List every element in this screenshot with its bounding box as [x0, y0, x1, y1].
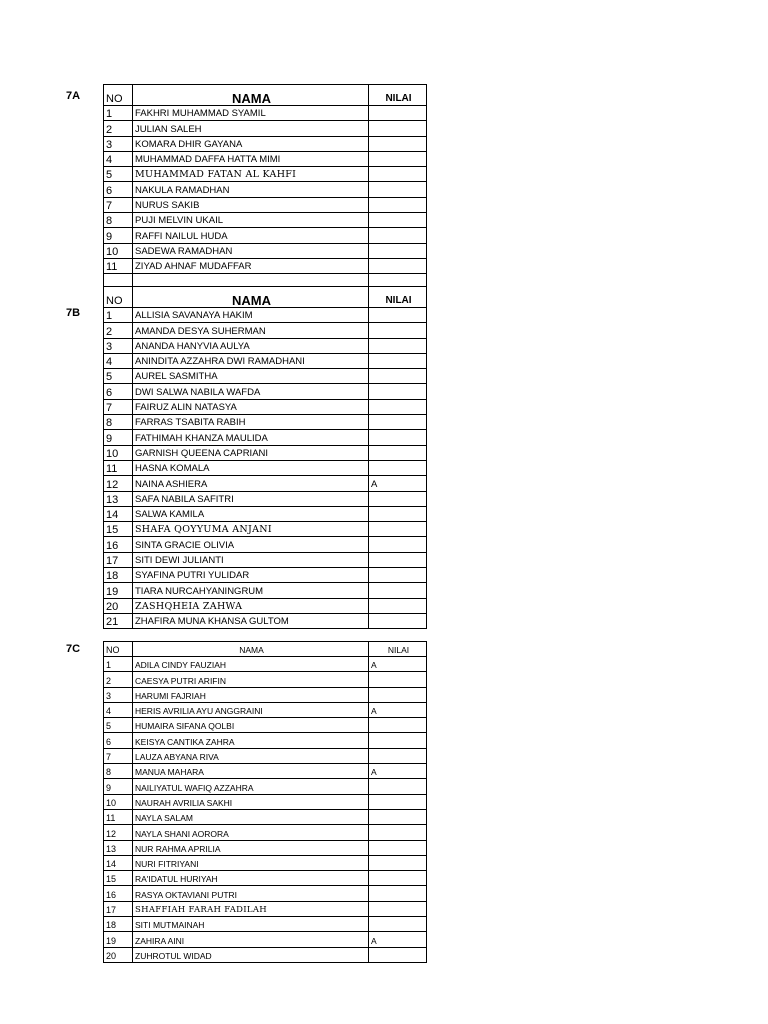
- student-nilai: [369, 228, 427, 243]
- student-no: 3: [104, 338, 133, 353]
- table-row: [104, 384, 427, 399]
- student-no: 10: [104, 243, 133, 258]
- student-name: RASYA OKTAVIANI PUTRI: [133, 886, 369, 901]
- student-no: 14: [104, 506, 133, 521]
- student-no: 17: [104, 901, 133, 916]
- empty-row: [104, 274, 427, 287]
- student-no: 20: [104, 598, 133, 613]
- student-no: 13: [104, 491, 133, 506]
- student-nilai: [369, 568, 427, 583]
- student-no: 21: [104, 613, 133, 628]
- student-name: NAURAH AVRILIA SAKHI: [133, 794, 369, 809]
- table-row: [104, 460, 427, 475]
- student-no: 1: [104, 308, 133, 323]
- table-row: [104, 764, 427, 779]
- student-name: ALLISIA SAVANAYA HAKIM: [133, 308, 369, 323]
- student-nilai: [369, 733, 427, 748]
- student-nilai: A: [369, 702, 427, 717]
- table-row: [104, 106, 427, 121]
- student-no: 6: [104, 733, 133, 748]
- student-nilai: A: [369, 476, 427, 491]
- student-nilai: [369, 338, 427, 353]
- student-name: TIARA NURCAHYANINGRUM: [133, 583, 369, 598]
- table-row: [104, 598, 427, 613]
- table-7c: [103, 641, 427, 963]
- student-nilai: [369, 243, 427, 258]
- student-name: MUHAMMAD FATAN AL KAHFI: [133, 167, 369, 182]
- header-nilai: NILAI: [369, 287, 427, 308]
- student-name: RA'IDATUL HURIYAH: [133, 871, 369, 886]
- class-label-7c: 7C: [66, 643, 81, 655]
- student-no: 2: [104, 121, 133, 136]
- table-row: [104, 338, 427, 353]
- student-no: 16: [104, 537, 133, 552]
- student-no: 11: [104, 258, 133, 273]
- student-nilai: [369, 491, 427, 506]
- student-nilai: [369, 121, 427, 136]
- table-row: [104, 213, 427, 228]
- student-no: 20: [104, 947, 133, 962]
- student-name: NURUS SAKIB: [133, 197, 369, 212]
- table-row: [104, 121, 427, 136]
- student-nilai: [369, 399, 427, 414]
- table-row: [104, 552, 427, 567]
- student-nilai: [369, 537, 427, 552]
- student-no: 16: [104, 886, 133, 901]
- header-nama: NAMA: [133, 85, 369, 106]
- table-row: [104, 702, 427, 717]
- student-nilai: [369, 901, 427, 916]
- student-nilai: [369, 182, 427, 197]
- student-name: FARRAS TSABITA RABIH: [133, 415, 369, 430]
- table-row: [104, 657, 427, 672]
- table-row: [104, 537, 427, 552]
- table-row: [104, 613, 427, 628]
- student-nilai: A: [369, 764, 427, 779]
- table-row: [104, 430, 427, 445]
- student-nilai: [369, 213, 427, 228]
- student-no: 4: [104, 353, 133, 368]
- student-nilai: [369, 430, 427, 445]
- student-no: 12: [104, 825, 133, 840]
- student-name: ZIYAD AHNAF MUDAFFAR: [133, 258, 369, 273]
- student-no: 15: [104, 871, 133, 886]
- table-row: [104, 151, 427, 166]
- student-no: 14: [104, 855, 133, 870]
- student-no: 19: [104, 932, 133, 947]
- header-nilai: NILAI: [369, 85, 427, 106]
- student-nilai: [369, 552, 427, 567]
- table-row: [104, 932, 427, 947]
- table-row: [104, 855, 427, 870]
- student-name: ZASHQHEIA ZAHWA: [133, 598, 369, 613]
- student-nilai: [369, 672, 427, 687]
- table-row: [104, 323, 427, 338]
- student-name: NAILIYATUL WAFIQ AZZAHRA: [133, 779, 369, 794]
- table-header-row: [104, 85, 427, 106]
- student-name: SAFA NABILA SAFITRI: [133, 491, 369, 506]
- header-nama: NAMA: [133, 287, 369, 308]
- student-nilai: [369, 947, 427, 962]
- header-nama: NAMA: [133, 642, 369, 657]
- table-row: [104, 917, 427, 932]
- student-name: HARUMI FAJRIAH: [133, 687, 369, 702]
- empty-cell: [369, 274, 427, 287]
- table-row: [104, 415, 427, 430]
- student-no: 18: [104, 568, 133, 583]
- student-name: SALWA KAMILA: [133, 506, 369, 521]
- student-no: 18: [104, 917, 133, 932]
- table-row: [104, 748, 427, 763]
- student-nilai: [369, 917, 427, 932]
- table-row: [104, 258, 427, 273]
- student-nilai: [369, 855, 427, 870]
- student-nilai: [369, 445, 427, 460]
- empty-cell: [133, 274, 369, 287]
- student-name: ANINDITA AZZAHRA DWI RAMADHANI: [133, 353, 369, 368]
- student-nilai: [369, 106, 427, 121]
- header-nilai: NILAI: [369, 642, 427, 657]
- student-nilai: [369, 825, 427, 840]
- student-no: 12: [104, 476, 133, 491]
- student-no: 6: [104, 384, 133, 399]
- student-name: FAKHRI MUHAMMAD SYAMIL: [133, 106, 369, 121]
- student-name: ZUHROTUL WIDAD: [133, 947, 369, 962]
- student-name: NAKULA RAMADHAN: [133, 182, 369, 197]
- student-nilai: [369, 718, 427, 733]
- student-no: 15: [104, 522, 133, 537]
- table-row: [104, 568, 427, 583]
- student-nilai: [369, 840, 427, 855]
- student-name: MANUA MAHARA: [133, 764, 369, 779]
- student-nilai: [369, 167, 427, 182]
- student-no: 11: [104, 809, 133, 824]
- table-7a: [103, 84, 427, 287]
- student-name: SITI DEWI JULIANTI: [133, 552, 369, 567]
- student-nilai: [369, 384, 427, 399]
- class-label-7b: 7B: [66, 307, 81, 319]
- student-nilai: [369, 886, 427, 901]
- student-no: 8: [104, 415, 133, 430]
- student-name: ZHAFIRA MUNA KHANSA GULTOM: [133, 613, 369, 628]
- student-name: FAIRUZ ALIN NATASYA: [133, 399, 369, 414]
- student-name: RAFFI NAILUL HUDA: [133, 228, 369, 243]
- student-nilai: [369, 151, 427, 166]
- table-row: [104, 228, 427, 243]
- table-row: [104, 947, 427, 962]
- table-row: [104, 840, 427, 855]
- student-no: 8: [104, 213, 133, 228]
- table-row: [104, 506, 427, 521]
- header-no: NO: [104, 287, 133, 308]
- student-no: 19: [104, 583, 133, 598]
- header-no: NO: [104, 85, 133, 106]
- student-name: NUR RAHMA APRILIA: [133, 840, 369, 855]
- student-nilai: [369, 748, 427, 763]
- student-name: MUHAMMAD DAFFA HATTA MIMI: [133, 151, 369, 166]
- student-name: KEISYA CANTIKA ZAHRA: [133, 733, 369, 748]
- student-no: 17: [104, 552, 133, 567]
- table-row: [104, 445, 427, 460]
- student-name: DWI SALWA NABILA WAFDA: [133, 384, 369, 399]
- table-row: [104, 308, 427, 323]
- student-nilai: [369, 308, 427, 323]
- student-name: FATHIMAH KHANZA MAULIDA: [133, 430, 369, 445]
- student-nilai: [369, 598, 427, 613]
- student-no: 5: [104, 369, 133, 384]
- student-no: 7: [104, 399, 133, 414]
- student-name: SINTA GRACIE OLIVIA: [133, 537, 369, 552]
- class-label-7a: 7A: [66, 90, 81, 102]
- empty-cell: [104, 274, 133, 287]
- table-row: [104, 794, 427, 809]
- student-no: 10: [104, 445, 133, 460]
- table-row: [104, 243, 427, 258]
- table-row: [104, 353, 427, 368]
- student-name: SHAFFIAH FARAH FADILAH: [133, 901, 369, 916]
- student-no: 11: [104, 460, 133, 475]
- student-name: AUREL SASMITHA: [133, 369, 369, 384]
- student-nilai: A: [369, 932, 427, 947]
- student-nilai: [369, 522, 427, 537]
- student-no: 3: [104, 136, 133, 151]
- table-row: [104, 136, 427, 151]
- table-row: [104, 687, 427, 702]
- student-no: 4: [104, 151, 133, 166]
- student-name: SYAFINA PUTRI YULIDAR: [133, 568, 369, 583]
- table-row: [104, 901, 427, 916]
- table-row: [104, 672, 427, 687]
- table-row: [104, 167, 427, 182]
- student-nilai: [369, 415, 427, 430]
- student-nilai: [369, 779, 427, 794]
- student-no: 9: [104, 430, 133, 445]
- table-row: [104, 825, 427, 840]
- student-name: ADILA CINDY FAUZIAH: [133, 657, 369, 672]
- student-nilai: [369, 794, 427, 809]
- table-row: [104, 718, 427, 733]
- student-nilai: [369, 197, 427, 212]
- student-nilai: [369, 323, 427, 338]
- student-no: 2: [104, 323, 133, 338]
- table-row: [104, 491, 427, 506]
- student-name: NAINA ASHIERA: [133, 476, 369, 491]
- student-name: ANANDA HANYVIA AULYA: [133, 338, 369, 353]
- student-name: KOMARA DHIR GAYANA: [133, 136, 369, 151]
- table-row: [104, 583, 427, 598]
- student-nilai: [369, 136, 427, 151]
- student-name: NAYLA SHANI AORORA: [133, 825, 369, 840]
- student-name: AMANDA DESYA SUHERMAN: [133, 323, 369, 338]
- student-nilai: [369, 506, 427, 521]
- student-no: 5: [104, 167, 133, 182]
- table-row: [104, 369, 427, 384]
- table-7b: [103, 286, 427, 629]
- student-no: 8: [104, 764, 133, 779]
- table-row: [104, 733, 427, 748]
- student-name: SADEWA RAMADHAN: [133, 243, 369, 258]
- student-no: 13: [104, 840, 133, 855]
- student-name: ZAHIRA AINI: [133, 932, 369, 947]
- student-no: 10: [104, 794, 133, 809]
- student-no: 5: [104, 718, 133, 733]
- student-nilai: [369, 871, 427, 886]
- header-no: NO: [104, 642, 133, 657]
- table-row: [104, 399, 427, 414]
- table-row: [104, 197, 427, 212]
- student-no: 1: [104, 657, 133, 672]
- student-nilai: [369, 613, 427, 628]
- student-name: PUJI MELVIN UKAIL: [133, 213, 369, 228]
- table-row: [104, 182, 427, 197]
- student-no: 1: [104, 106, 133, 121]
- student-name: SHAFA QOYYUMA ANJANI: [133, 522, 369, 537]
- student-no: 7: [104, 197, 133, 212]
- student-no: 6: [104, 182, 133, 197]
- student-name: NAYLA SALAM: [133, 809, 369, 824]
- student-nilai: [369, 583, 427, 598]
- student-nilai: [369, 369, 427, 384]
- table-row: [104, 522, 427, 537]
- student-nilai: [369, 258, 427, 273]
- student-name: CAESYA PUTRI ARIFIN: [133, 672, 369, 687]
- student-nilai: [369, 460, 427, 475]
- student-no: 9: [104, 779, 133, 794]
- student-nilai: [369, 353, 427, 368]
- student-name: GARNISH QUEENA CAPRIANI: [133, 445, 369, 460]
- student-no: 3: [104, 687, 133, 702]
- student-nilai: A: [369, 657, 427, 672]
- table-row: [104, 871, 427, 886]
- table-header-row: [104, 287, 427, 308]
- student-nilai: [369, 809, 427, 824]
- table-row: [104, 476, 427, 491]
- table-row: [104, 886, 427, 901]
- student-name: HUMAIRA SIFANA QOLBI: [133, 718, 369, 733]
- student-no: 2: [104, 672, 133, 687]
- student-name: SITI MUTMAINAH: [133, 917, 369, 932]
- student-name: LAUZA ABYANA RIVA: [133, 748, 369, 763]
- table-header-row: [104, 642, 427, 657]
- student-name: HERIS AVRILIA AYU ANGGRAINI: [133, 702, 369, 717]
- student-no: 4: [104, 702, 133, 717]
- student-name: JULIAN SALEH: [133, 121, 369, 136]
- table-row: [104, 779, 427, 794]
- student-no: 9: [104, 228, 133, 243]
- table-row: [104, 809, 427, 824]
- student-name: NURI FITRIYANI: [133, 855, 369, 870]
- student-nilai: [369, 687, 427, 702]
- student-name: HASNA KOMALA: [133, 460, 369, 475]
- student-no: 7: [104, 748, 133, 763]
